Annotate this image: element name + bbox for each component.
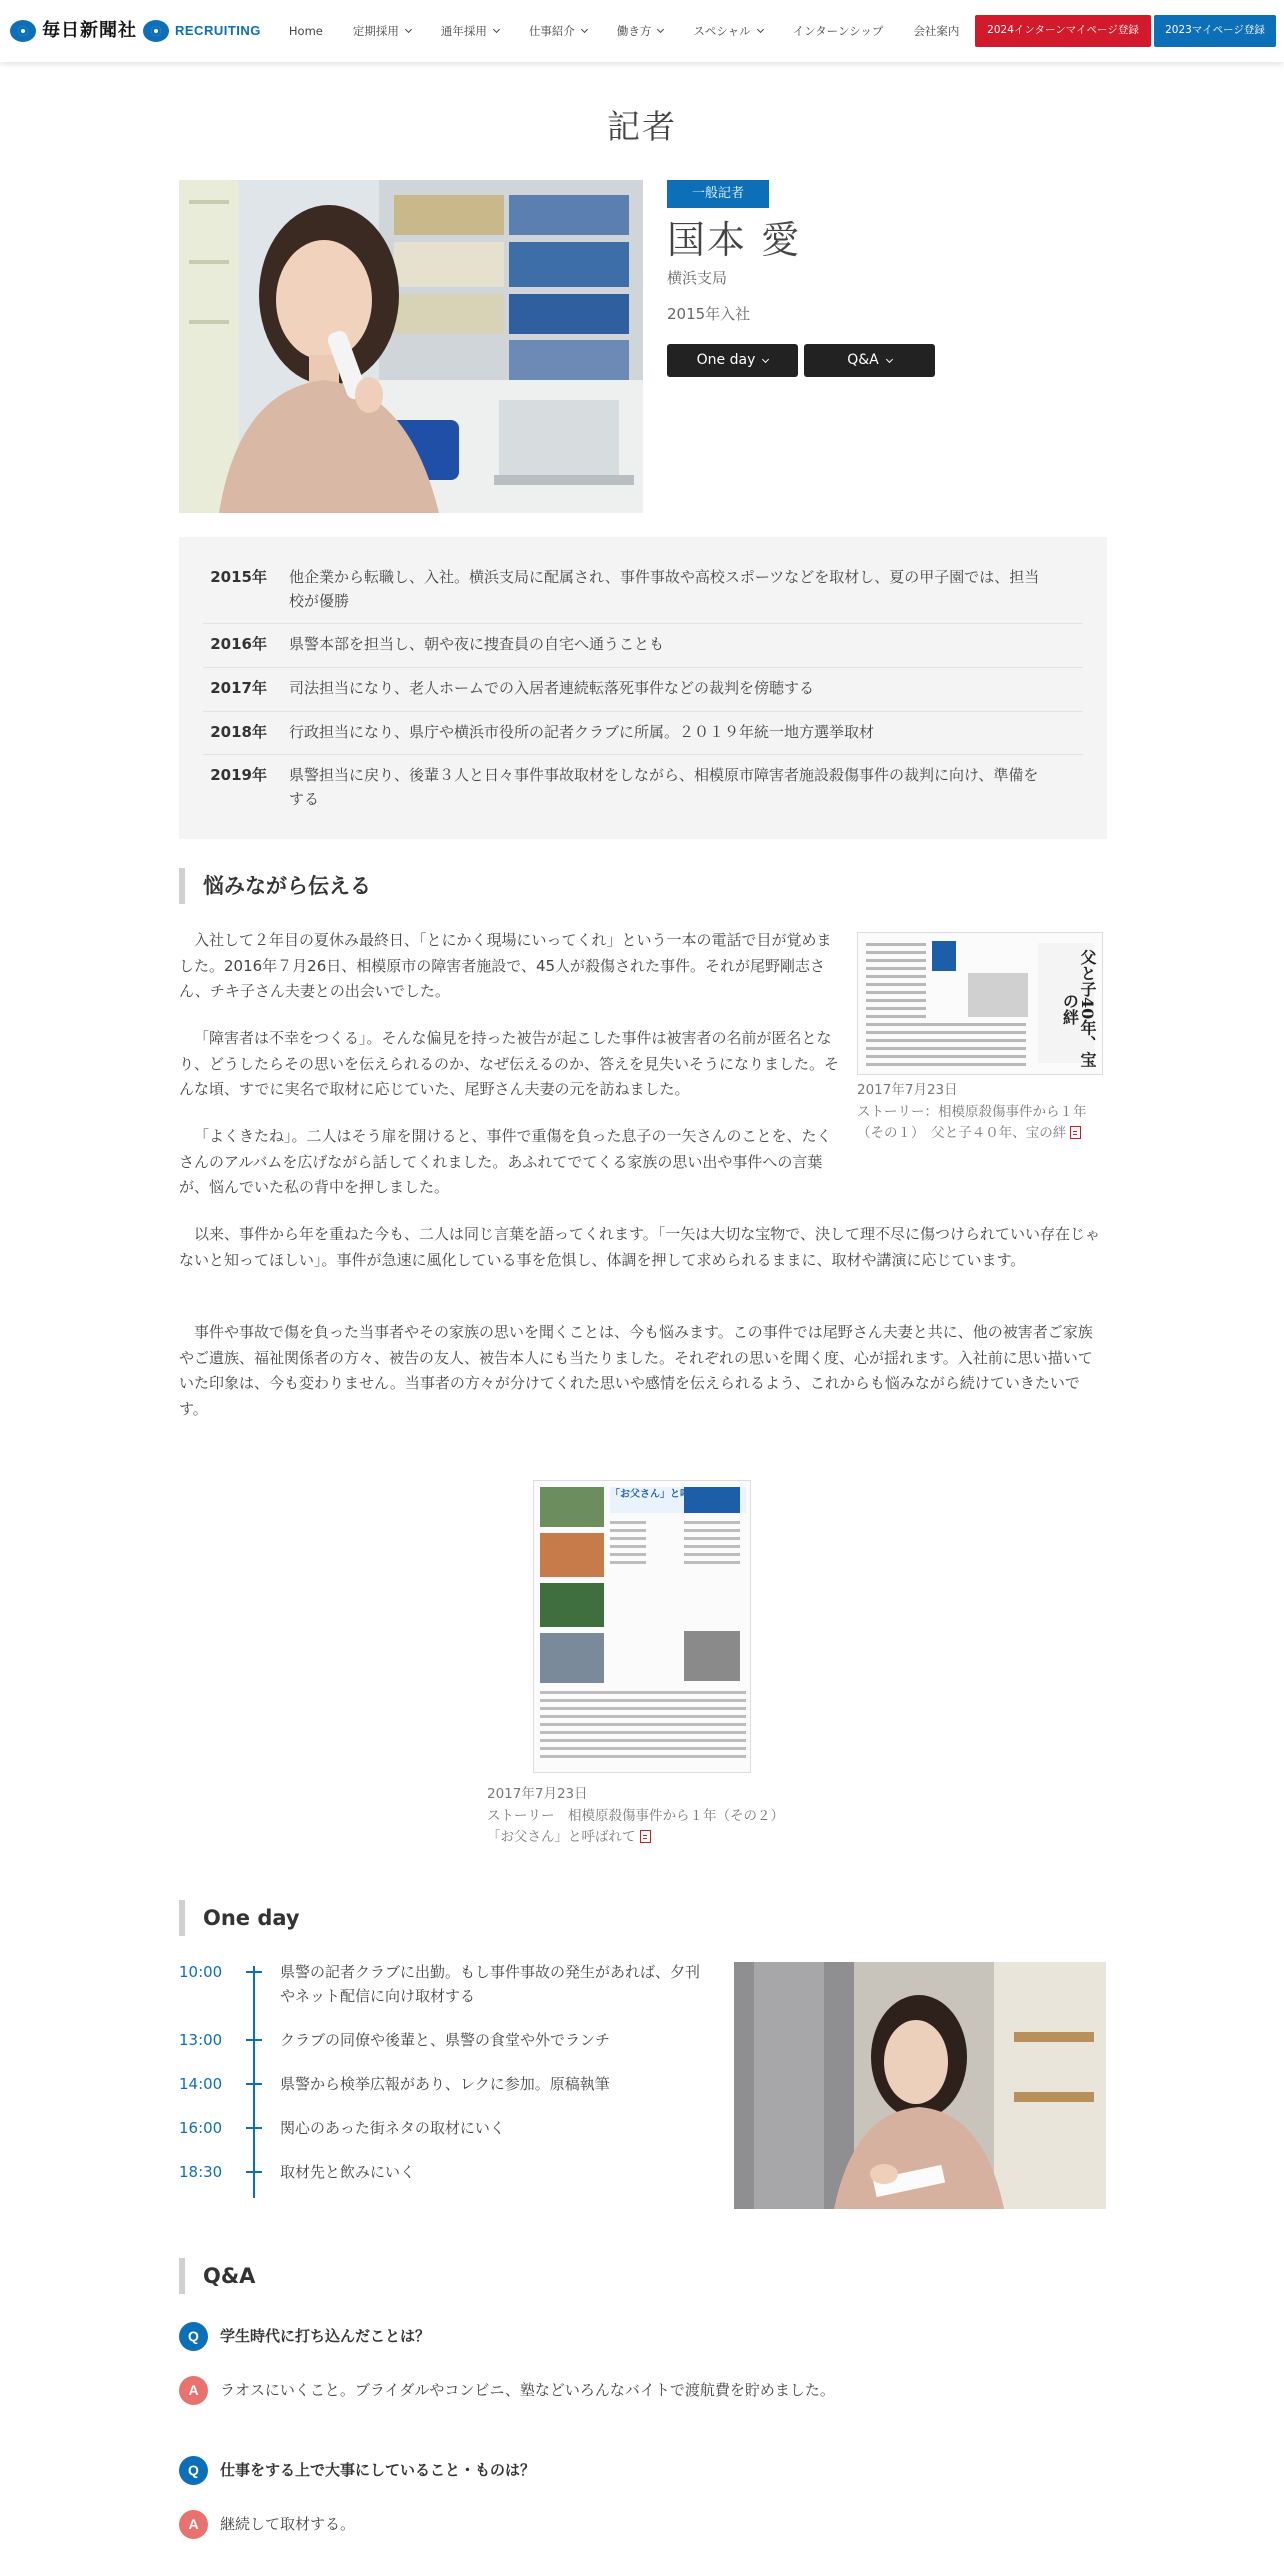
article-paragraph: 以来、事件から年を重ねた今も、二人は同じ言葉を語ってくれます。「一矢は大切な宝物で、決して理不尽に傷つけられていい存在じゃないと知ってほしい」。事件が急速に風化している事を危惧し、体調を押して求められるままに、取材や講演に応じています。 [179, 1225, 1101, 1269]
career-text: 司法担当になり、老人ホームでの入居者連続転落死事件などの裁判を傍聴する [289, 678, 815, 697]
timeline-text: 県警の記者クラブに出勤。もし事件事故の発生があれば、夕刊やネット配信に向け取材する [280, 1963, 701, 2005]
timeline-tick [246, 1971, 262, 1973]
main-nav [289, 22, 990, 41]
timeline-tick [246, 2039, 262, 2041]
timeline-time: 16:00 [179, 2119, 223, 2137]
timeline-text: 県警から検挙広報があり、レクに参加。原稿執筆 [280, 2075, 610, 2093]
career-text: 行政担当になり、県庁や横浜市役所の記者クラブに所属。２０１９年統一地方選挙取材 [289, 722, 875, 741]
site-header [0, 0, 1284, 62]
clipping-1-date: 2017年7月23日 [857, 1082, 958, 1098]
career-row [203, 557, 1083, 624]
chevron-down-icon [405, 26, 412, 33]
timeline-text: クラブの同僚や後輩と、県警の食堂や外でランチ [280, 2031, 611, 2049]
chevron-down-icon [581, 26, 588, 33]
clipping-1-caption [857, 1080, 1107, 1145]
reporter-photo [179, 180, 643, 513]
chevron-down-icon [757, 26, 764, 33]
oneday-jump-button[interactable]: One day [667, 344, 798, 377]
question-text: 学生時代に打ち込んだことは？ [220, 2327, 431, 2346]
career-year: 2017年 [210, 678, 267, 697]
reporter-joined-year: 2015年入社 [667, 305, 751, 323]
pdf-icon [1070, 1126, 1081, 1139]
clipping-2-caption [487, 1784, 907, 1849]
reporter-working-photo [734, 1962, 1106, 2209]
chevron-down-icon [657, 26, 664, 33]
timeline-tick [246, 2083, 262, 2085]
newspaper-clipping-image [534, 1481, 751, 1773]
nav-job-intro[interactable]: 仕事紹介 [529, 22, 587, 41]
career-year: 2018年 [210, 722, 267, 741]
timeline-tick [246, 2171, 262, 2173]
nav-internship[interactable]: インターンシップ [792, 23, 884, 38]
page-title: 記者 [607, 107, 677, 146]
article-paragraph: 「障害者は不幸をつくる」。そんな偏見を持った被告が起こした事件は被害者の名前が匿名となり、どうしたらその思いを伝えられるのか、なぜ伝えるのか、答えを見失いそうになりました。そんな頃、すでに実名で取材に応じていた、尾野さん夫妻の元を訪ねました。 [179, 1029, 840, 1098]
mainichi-eye-logo-icon [10, 20, 36, 42]
newspaper-clipping-2[interactable] [533, 1480, 751, 1773]
clipping-1-link[interactable]: ストーリー：相模原殺傷事件から１年（その１） 父と子４０年、宝の絆 [857, 1103, 1087, 1142]
nav-workstyle[interactable]: 働き方 [617, 22, 664, 41]
q-mark-icon: Q [179, 2456, 208, 2485]
career-year: 2015年 [210, 568, 267, 586]
reporter-photo-illustration [179, 180, 643, 513]
category-badge: 一般記者 [667, 180, 769, 208]
nav-special[interactable]: スペシャル [693, 22, 762, 41]
chevron-down-icon [762, 355, 769, 362]
article-paragraph: 事件や事故で傷を負った当事者やその家族の思いを聞くことは、今も悩みます。この事件では尾野さん夫妻と共に、他の被害者ご家族やご遺族、福祉関係者の方々、被告の友人、被告本人にも当たりました。それぞれの思いを聞く度、心が揺れます。入社前に思い描いていた印象は、今も変わりません。当事者の方々が分けてくれた思いや感情を伝えられるよう、これからも悩みながら続けていきたいです。 [179, 1323, 1093, 1418]
timeline-time: 18:30 [179, 2163, 223, 2181]
nav-regular-recruit[interactable]: 定期採用 [353, 22, 411, 41]
intern-mypage-register-button[interactable]: 2024インターンマイページ登録 [975, 15, 1151, 47]
timeline-time: 13:00 [179, 2031, 223, 2049]
nav-home[interactable]: Home [288, 23, 323, 38]
article-paragraph: 入社して２年目の夏休み最終日、「とにかく現場にいってくれ」という一本の電話で目が覚めました。2016年７月26日、相模原市の障害者施設で、45人が殺傷された事件。それが尾野剛志さん、チキ子さん夫妻との出会いでした。 [179, 931, 832, 1000]
article-heading: 悩みながら伝える [179, 868, 371, 904]
qa-answer [179, 2376, 835, 2405]
qa-heading: Q&A [179, 2258, 255, 2294]
qa-question [179, 2322, 430, 2351]
answer-text: ラオスにいくこと。ブライダルやコンビニ、塾などいろんなバイトで渡航費を貯めました。 [220, 2381, 835, 2400]
chevron-down-icon [886, 355, 893, 362]
reporter-working-illustration [734, 1962, 1106, 2209]
timeline-time: 14:00 [179, 2075, 223, 2093]
career-text: 他企業から転職し、入社。横浜支局に配属され、事件事故や高校スポーツなどを取材し、夏の甲子園では、担当校が優勝 [289, 568, 1040, 610]
article-paragraph: 「よくきたね」。二人はそう扉を開けると、事件で重傷を負った息子の一矢さんのことを、たくさんのアルバムを広げながら話してくれました。あふれてでてくる家族の思い出や事件への言葉が、悩んでいた私の背中を押しました。 [179, 1127, 832, 1196]
nav-yearround-recruit[interactable]: 通年採用 [441, 22, 499, 41]
site-logo[interactable] [10, 0, 261, 62]
clipping-2-link[interactable]: 「お父さん」と呼ばれて [487, 1827, 907, 1849]
qa-answer [179, 2510, 355, 2539]
qa-jump-button[interactable]: Q&A [804, 344, 935, 377]
clipping-2-date: 2017年7月23日 [487, 1786, 588, 1802]
pdf-icon [640, 1830, 651, 1843]
oneday-heading: One day [179, 1900, 300, 1936]
career-year: 2016年 [210, 635, 267, 653]
q-mark-icon: Q [179, 2322, 208, 2351]
career-row [203, 755, 1083, 821]
chevron-down-icon [493, 26, 500, 33]
reporter-name: 国本 愛 [667, 218, 802, 262]
a-mark-icon: A [179, 2376, 208, 2405]
logo-text-ja: 毎日新聞社 [42, 20, 137, 42]
nav-company[interactable]: 会社案内 [913, 23, 960, 38]
career-text: 県警担当に戻り、後輩３人と日々事件事故取材をしながら、相模原市障害者施設殺傷事件の裁判に向け、準備をする [289, 766, 1039, 809]
career-year: 2019年 [210, 766, 267, 785]
mainichi-eye-logo-icon [143, 20, 169, 42]
career-row [203, 624, 1083, 668]
clipping-1-headline: 父と子40年、宝の絆 [1060, 949, 1097, 1068]
timeline-text: 取材先と飲みにいく [280, 2163, 416, 2181]
clipping-2-headline: 「お父さん」と呼ばれて [610, 1489, 720, 1500]
newspaper-clipping-1[interactable] [857, 932, 1103, 1075]
career-row [203, 668, 1083, 712]
career-history [179, 537, 1107, 839]
logo-text-en: RECRUITING [175, 23, 261, 39]
timeline-time: 10:00 [179, 1963, 223, 1981]
a-mark-icon: A [179, 2510, 208, 2539]
question-text: 仕事をする上で大事にしていること・ものは？ [220, 2461, 536, 2480]
clipping-2-caption-line: ストーリー 相模原殺傷事件から１年（その２） [487, 1807, 784, 1824]
timeline-tick [246, 2127, 262, 2129]
qa-question [179, 2456, 535, 2485]
timeline-text: 関心のあった街ネタの取材にいく [280, 2119, 505, 2137]
career-row [203, 712, 1083, 756]
mypage-register-button[interactable]: 2023マイページ登録 [1154, 15, 1276, 47]
career-text: 県警本部を担当し、朝や夜に捜査員の自宅へ通うことも [289, 635, 665, 653]
answer-text: 継続して取材する。 [220, 2515, 356, 2534]
reporter-branch: 横浜支局 [667, 269, 728, 287]
timeline-line [253, 1966, 255, 2198]
